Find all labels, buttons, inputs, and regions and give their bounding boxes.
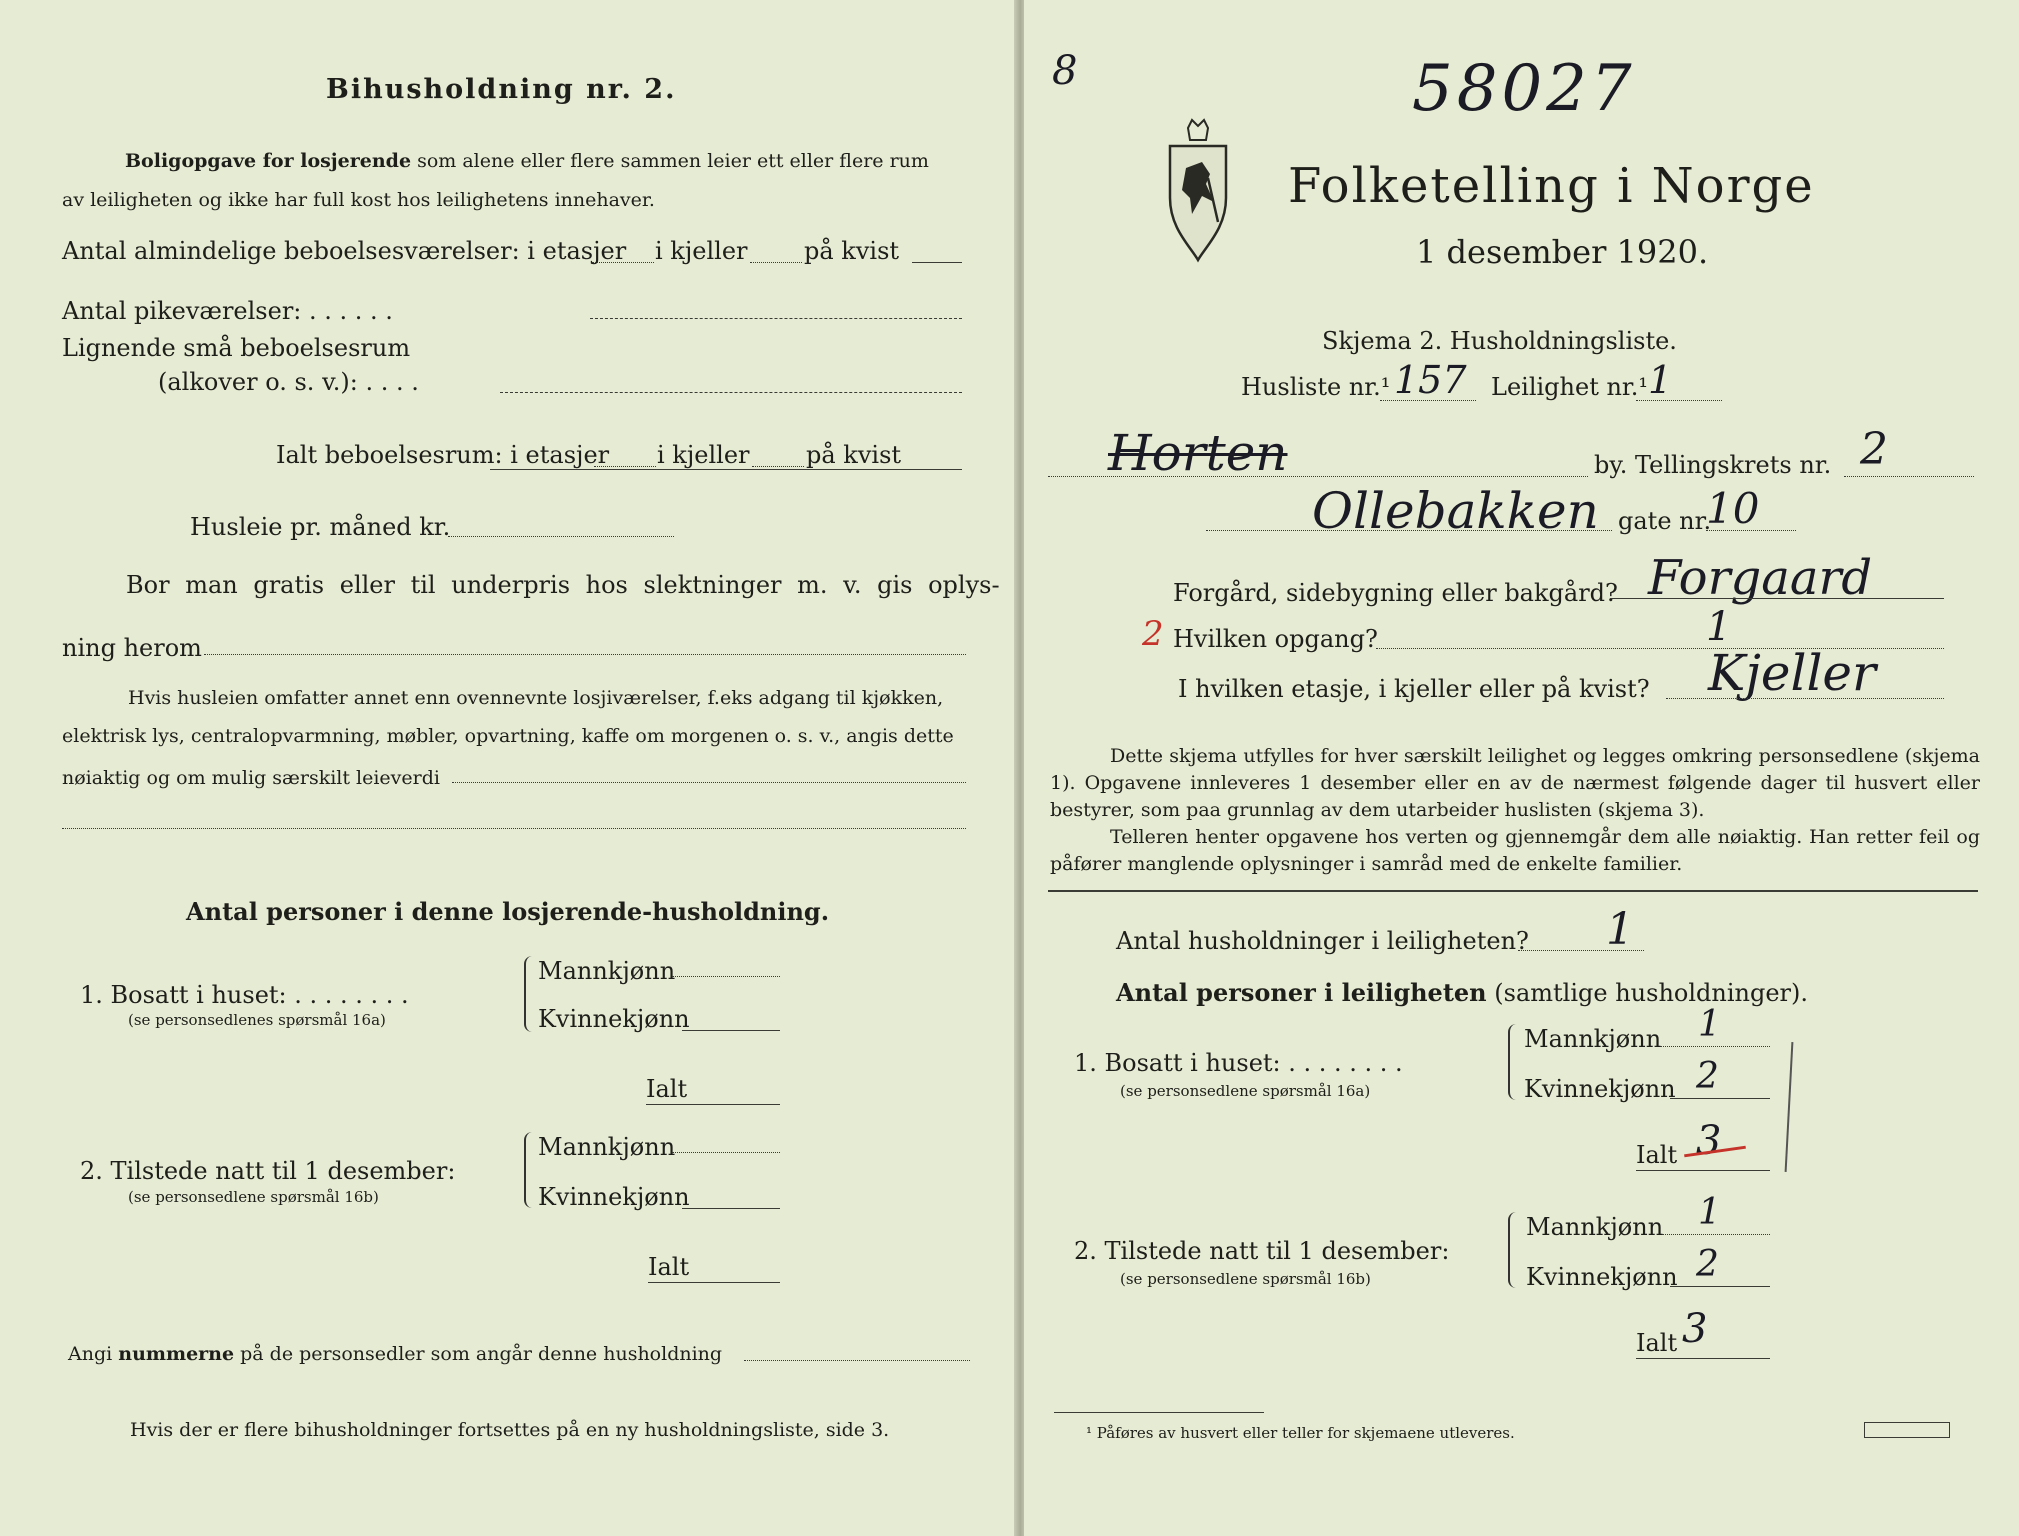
ialt-etasjer-field[interactable] [594, 466, 656, 467]
opgang-red-mark: 2 [1142, 614, 1164, 654]
r-q1-kvinne-value: 2 [1696, 1056, 1719, 1097]
rooms-kjeller-label: i kjeller [655, 237, 748, 265]
bor-line1: Bor man gratis eller til underpris hos slektninger m. v. gis oplys- [126, 571, 1000, 599]
r-q2-sub: (se personsedlene spørsmål 16b) [1120, 1270, 1371, 1288]
ialt-underline [490, 469, 962, 470]
gate-nr-value: 10 [1706, 484, 1760, 533]
angi-field[interactable] [744, 1360, 970, 1361]
antal-heading: Antal personer i denne losjerende-husholdning. [186, 897, 830, 926]
r-q1-kvinne-label: Kvinnekjønn [1524, 1075, 1676, 1103]
forgaard-value: Forgaard [1648, 550, 1873, 606]
r-q1-brace [1508, 1024, 1518, 1100]
r-q2-kvinne-field[interactable] [1670, 1286, 1770, 1287]
krets-label: Tellingskrets nr. [1635, 451, 1832, 479]
by-field[interactable] [1048, 476, 1588, 477]
husliste-field[interactable] [1380, 400, 1476, 401]
ialt-kjeller-label: i kjeller [657, 441, 750, 469]
alkover-label: (alkover o. s. v.): . . . . [158, 368, 419, 396]
gate-nr-field[interactable] [1706, 530, 1796, 531]
husliste-label: Husliste nr.¹ [1241, 373, 1391, 401]
r-q2-mann-value: 1 [1698, 1192, 1721, 1233]
hvis-line1: Hvis husleien omfatter annet enn ovennevnte losjiværelser, f.eks adgang til kjøkken, [128, 687, 944, 709]
r-q2-kvinne-label: Kvinnekjønn [1526, 1263, 1678, 1291]
bor-field[interactable] [204, 654, 966, 655]
angi-bold: nummerne [118, 1343, 235, 1365]
rooms-etasjer-field[interactable] [592, 262, 654, 263]
r-q1-check-stroke [1785, 1042, 1794, 1172]
r-q2-mann-field[interactable] [1662, 1234, 1770, 1235]
r-q2-brace [1508, 1212, 1518, 1288]
q2-kvinne-field[interactable] [682, 1208, 780, 1209]
instructions-para-1: Dette skjema utfylles for hver særskilt leilighet og legges omkring personsedlene (skjema 1). Opgavene innleveres 1 desember eller en av de nærmest følgende dager til husvert eller bestyrer, som paa grunnlag av dem utarbeider huslisten (skjema 3). [1050, 745, 1980, 821]
leilighet-label: Leilighet nr.¹ [1491, 373, 1649, 401]
opgang-value: 1 [1706, 604, 1732, 650]
husleie-label: Husleie pr. måned kr. [190, 513, 451, 541]
ialt-kjeller-field[interactable] [752, 466, 804, 467]
q2-ialt-label: Ialt [648, 1253, 690, 1281]
q2-sub: (se personsedlene spørsmål 16b) [128, 1188, 379, 1206]
q2-brace [524, 1132, 534, 1208]
hvis-line3: nøiaktig og om mulig særskilt leieverdi [62, 767, 440, 789]
r-q1-label: 1. Bosatt i huset: . . . . . . . . [1074, 1049, 1403, 1077]
r-q1-sub: (se personsedlene spørsmål 16a) [1120, 1082, 1371, 1100]
r-q2-mann-label: Mannkjønn [1526, 1213, 1664, 1241]
krets-field[interactable] [1844, 476, 1974, 477]
footnote: ¹ Påføres av husvert eller teller for skjemaene utleveres. [1086, 1424, 1515, 1442]
intro-line2: av leiligheten og ikke har full kost hos leilighetens innehaver. [62, 189, 655, 211]
r-q2-ialt-label: Ialt [1636, 1329, 1678, 1357]
antal-hush-value: 1 [1606, 904, 1634, 955]
rooms-kvist-label: på kvist [804, 237, 900, 265]
ialt-kvist-label: på kvist [806, 441, 902, 469]
ialt-rum-label: Ialt beboelsesrum: i etasjer [276, 441, 610, 469]
angi-rest: på de personsedler som angår denne husholdning [240, 1343, 723, 1365]
intro-rest: som alene eller flere sammen leier ett eller flere rum [417, 150, 929, 172]
q1-kvinne-field[interactable] [682, 1030, 780, 1031]
r-q1-mann-value: 1 [1698, 1004, 1721, 1045]
leilighet-value: 1 [1648, 358, 1673, 402]
corner-mark: 8 [1052, 48, 1078, 94]
q2-mann-label: Mannkjønn [538, 1133, 676, 1161]
census-date: 1 desember 1920. [1416, 233, 1709, 271]
r-q1-mann-field[interactable] [1660, 1046, 1770, 1047]
rooms-label: Antal almindelige beboelsesværelser: i etasjer [62, 237, 627, 265]
q2-ialt-field[interactable] [648, 1282, 780, 1283]
q1-kvinne-label: Kvinnekjønn [538, 1005, 690, 1033]
stamp-number: 58027 [1412, 52, 1636, 126]
r-q1-ialt-value: 3 [1696, 1118, 1722, 1164]
antal-hush-field[interactable] [1518, 950, 1644, 951]
right-page [1024, 0, 2019, 1536]
bor-line2: ning herom [62, 634, 202, 662]
rooms-kjeller-field[interactable] [750, 262, 802, 263]
forgaard-field[interactable] [1610, 598, 1944, 599]
hvis-line2: elektrisk lys, centralopvarmning, møbler, opvartning, kaffe om morgenen o. s. v., angis dette [62, 725, 954, 747]
etasje-field[interactable] [1666, 698, 1944, 699]
etasje-label: I hvilken etasje, i kjeller eller på kvist? [1178, 675, 1650, 703]
r-q2-ialt-field[interactable] [1636, 1358, 1770, 1359]
q1-ialt-field[interactable] [646, 1104, 780, 1105]
q1-label: 1. Bosatt i huset: . . . . . . . . [80, 981, 409, 1009]
q2-kvinne-label: Kvinnekjønn [538, 1183, 690, 1211]
pike-label: Antal pikeværelser: . . . . . . [62, 297, 393, 325]
skjema-label: Skjema 2. Husholdningsliste. [1322, 327, 1677, 355]
etasje-value: Kjeller [1708, 644, 1876, 702]
gate-field[interactable] [1206, 530, 1612, 531]
q1-ialt-label: Ialt [646, 1075, 688, 1103]
by-value: Horten [1108, 424, 1288, 482]
krets-value: 2 [1860, 424, 1888, 475]
leieverdi-field-2[interactable] [62, 828, 966, 829]
q1-mann-label: Mannkjønn [538, 957, 676, 985]
r-q1-mann-label: Mannkjønn [1524, 1025, 1662, 1053]
instructions-para-2: Telleren henter opgavene hos verten og gjennemgår dem alle nøiaktig. Han retter feil og påfører manglende oplysninger i samråd med de enkelte familier. [1050, 826, 1980, 875]
opgang-label: Hvilken opgang? [1173, 625, 1378, 653]
rooms-kvist-field[interactable] [912, 262, 962, 263]
lignende-label: Lignende små beboelsesrum [62, 334, 411, 362]
alkover-field[interactable] [500, 392, 962, 393]
norway-coat-of-arms-icon [1162, 118, 1234, 268]
left-page-title: Bihusholdning nr. 2. [326, 74, 677, 105]
r-q2-ialt-value: 3 [1682, 1306, 1708, 1352]
forgaard-label: Forgård, sidebygning eller bakgård? [1173, 579, 1618, 607]
gate-value: Ollebakken [1312, 482, 1599, 540]
printer-stamp-box [1864, 1422, 1950, 1438]
r-q1-kvinne-field[interactable] [1670, 1098, 1770, 1099]
antal-pers-rest: (samtlige husholdninger). [1494, 979, 1809, 1007]
q1-mann-field[interactable] [672, 976, 780, 977]
by-label: by. [1594, 451, 1628, 479]
husleie-field[interactable] [448, 536, 674, 537]
intro-bold: Boligopgave for losjerende [125, 150, 412, 172]
antal-hush-label: Antal husholdninger i leiligheten? [1116, 927, 1529, 955]
r-q1-ialt-field[interactable] [1636, 1170, 1770, 1171]
gate-label: gate nr. [1618, 507, 1712, 535]
husliste-value: 157 [1394, 358, 1467, 402]
antal-pers-bold: Antal personer i leiligheten [1116, 978, 1487, 1007]
footnote-rule [1054, 1412, 1264, 1413]
leilighet-field[interactable] [1636, 400, 1722, 401]
leieverdi-field[interactable] [452, 782, 966, 783]
q2-label: 2. Tilstede natt til 1 desember: [80, 1157, 456, 1185]
section-divider [1048, 890, 1978, 892]
r-q1-ialt-label: Ialt [1636, 1141, 1678, 1169]
r-q2-label: 2. Tilstede natt til 1 desember: [1074, 1237, 1450, 1265]
q1-sub: (se personsedlenes spørsmål 16a) [128, 1011, 386, 1029]
angi-pre: Angi [68, 1343, 113, 1365]
r-q2-kvinne-value: 2 [1696, 1244, 1719, 1285]
right-page-title: Folketelling i Norge [1288, 158, 1815, 214]
q2-mann-field[interactable] [672, 1152, 780, 1153]
q1-brace [524, 956, 534, 1032]
left-footer: Hvis der er flere bihusholdninger fortsettes på en ny husholdningsliste, side 3. [130, 1419, 890, 1441]
pike-field[interactable] [590, 318, 962, 319]
